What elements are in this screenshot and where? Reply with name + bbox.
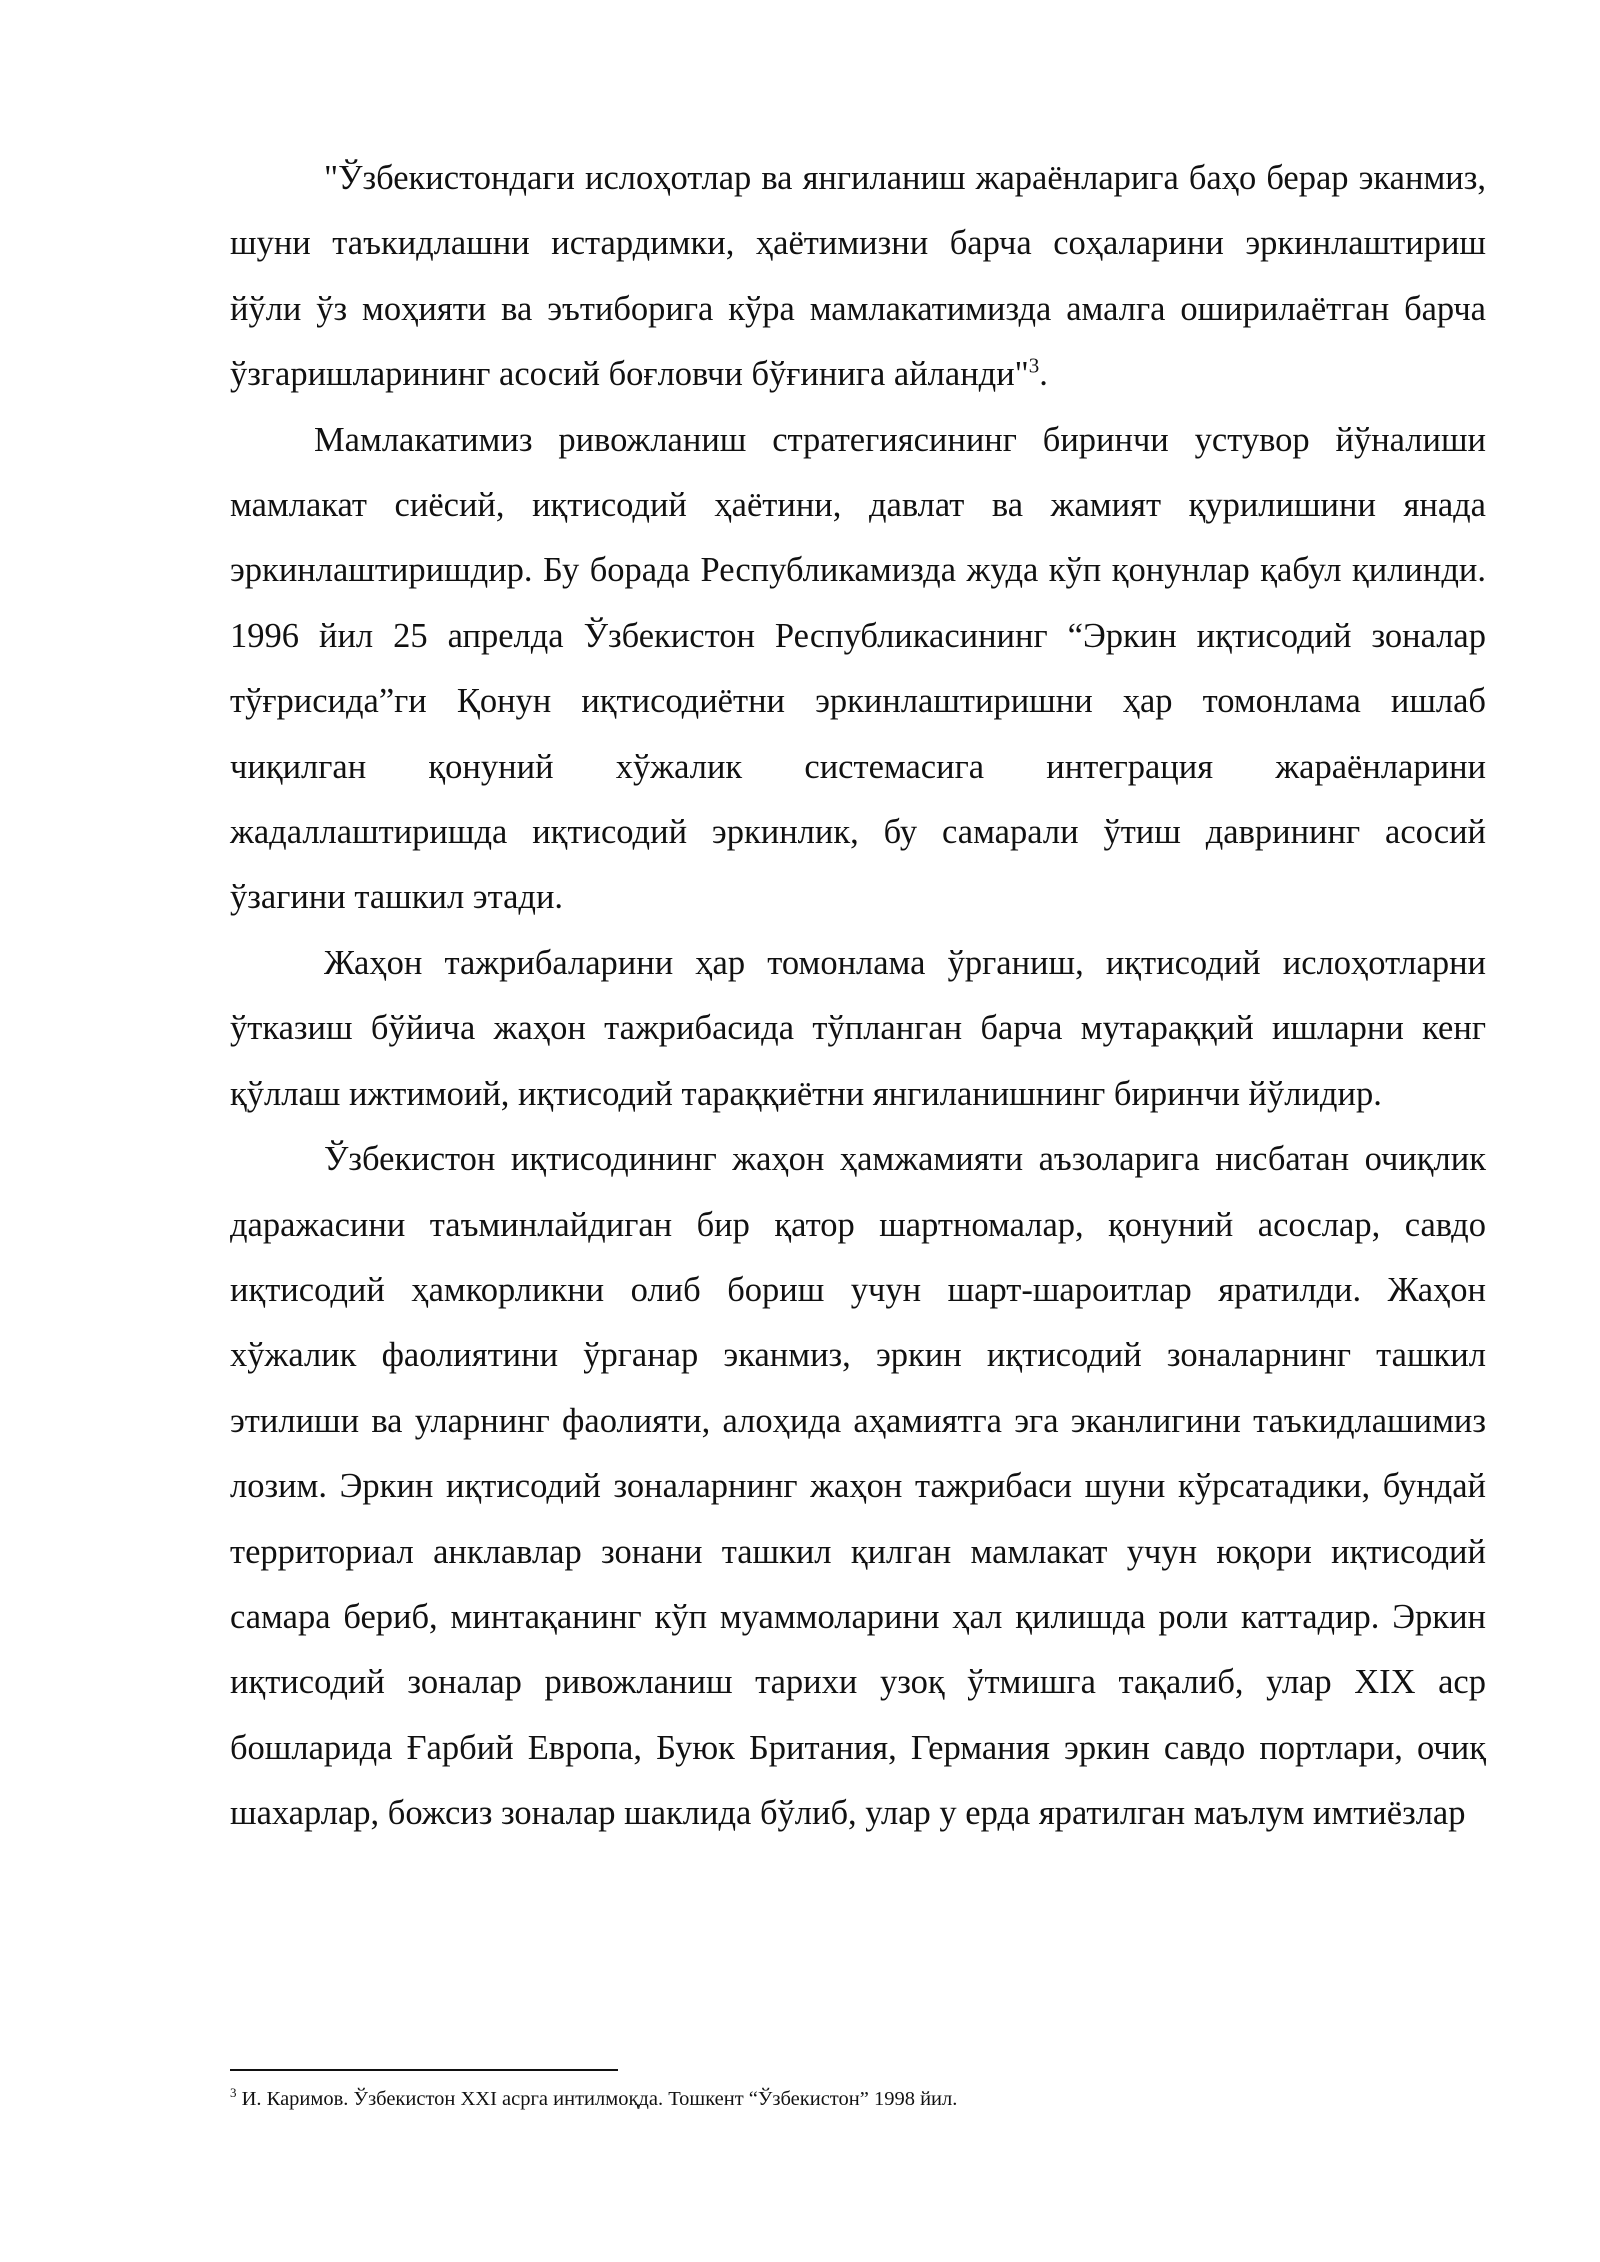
- paragraph-1: [230, 146, 1486, 408]
- footnote: [230, 2085, 1486, 2113]
- paragraph-1-text: "Ўзбекистондаги ислоҳотлар ва янгиланиш жараёнларига баҳо берар эканмиз, шуни таъкидлашни истардимки, ҳаётимизни барча соҳаларини эркинлаштириш йўли ўз моҳияти ва эътиборига кўра мамлакатимизда амалга оширилаётган барча ўзгаришларининг асосий боғловчи бўғинига айланди": [230, 159, 1486, 394]
- body-text: [230, 146, 1486, 1847]
- paragraph-2: Мамлакатимиз ривожланиш стратегиясининг биринчи устувор йўналиши мамлакат сиёсий, иқтисодий ҳаётини, давлат ва жамият қурилишини янада эркинлаштиришдир. Бу борада Республикамизда жуда кўп қонунлар қабул қилинди. 1996 йил 25 апрелда Ўзбекистон Республикасининг “Эркин иқтисодий зоналар тўғрисида”ги Қонун иқтисодиётни эркинлаштиришни ҳар томонлама ишлаб чиқилган қонуний хўжалик системасига интеграция жараёнларини жадаллаштиришда иқтисодий эркинлик, бу самарали ўтиш даврининг асосий ўзагини ташкил этади.: [230, 420, 1486, 917]
- paragraph-4: Ўзбекистон иқтисодининг жаҳон ҳамжамияти аъзоларига нисбатан очиқлик даражасини таъминлайдиган бир қатор шартномалар, қонуний асослар, савдо иқтисодий ҳамкорликни олиб бориш учун шарт-шароитлар яратилди. Жаҳон хўжалик фаолиятини ўрганар эканмиз, эркин иқтисодий зоналарнинг ташкил этилиши ва уларнинг фаолияти, алоҳида аҳамиятга эга эканлигини таъкидлашимиз лозим. Эркин иқтисодий зоналарнинг жаҳон тажрибаси шуни кўрсатадики, бундай территориал анклавлар зонани ташкил қилган мамлакат учун юқори иқтисодий самара бериб, минтақанинг кўп муаммоларини ҳал қилишда роли каттадир. Эркин иқтисодий зоналар ривожланиш тарихи узоқ ўтмишга тақалиб, улар XIX аср бошларида Ғарбий Европа, Буюк Британия, Германия эркин савдо портлари, очиқ шахарлар, божсиз зоналар шаклида бўлиб, улар у ерда яратилган маълум имтиёзлар: [230, 1140, 1486, 1833]
- footnote-number: 3: [230, 2085, 237, 2101]
- paragraph-3: Жаҳон тажрибаларини ҳар томонлама ўрганиш, иқтисодий ислоҳотларни ўтказиш бўйича жаҳон тажрибасида тўпланган барча мутараққий ишларни кенг қўллаш ижтимоий, иқтисодий тараққиётни янгиланишнинг биринчи йўлидир.: [230, 943, 1486, 1113]
- paragraph-1-tail: .: [1039, 355, 1048, 394]
- footnote-reference[interactable]: 3: [1028, 353, 1040, 378]
- footnote-separator: [230, 2069, 618, 2071]
- footnote-text: И. Каримов. Ўзбекистон XXI асрга интилмоқда. Тошкент “Ўзбекистон” 1998 йил.: [236, 2088, 958, 2110]
